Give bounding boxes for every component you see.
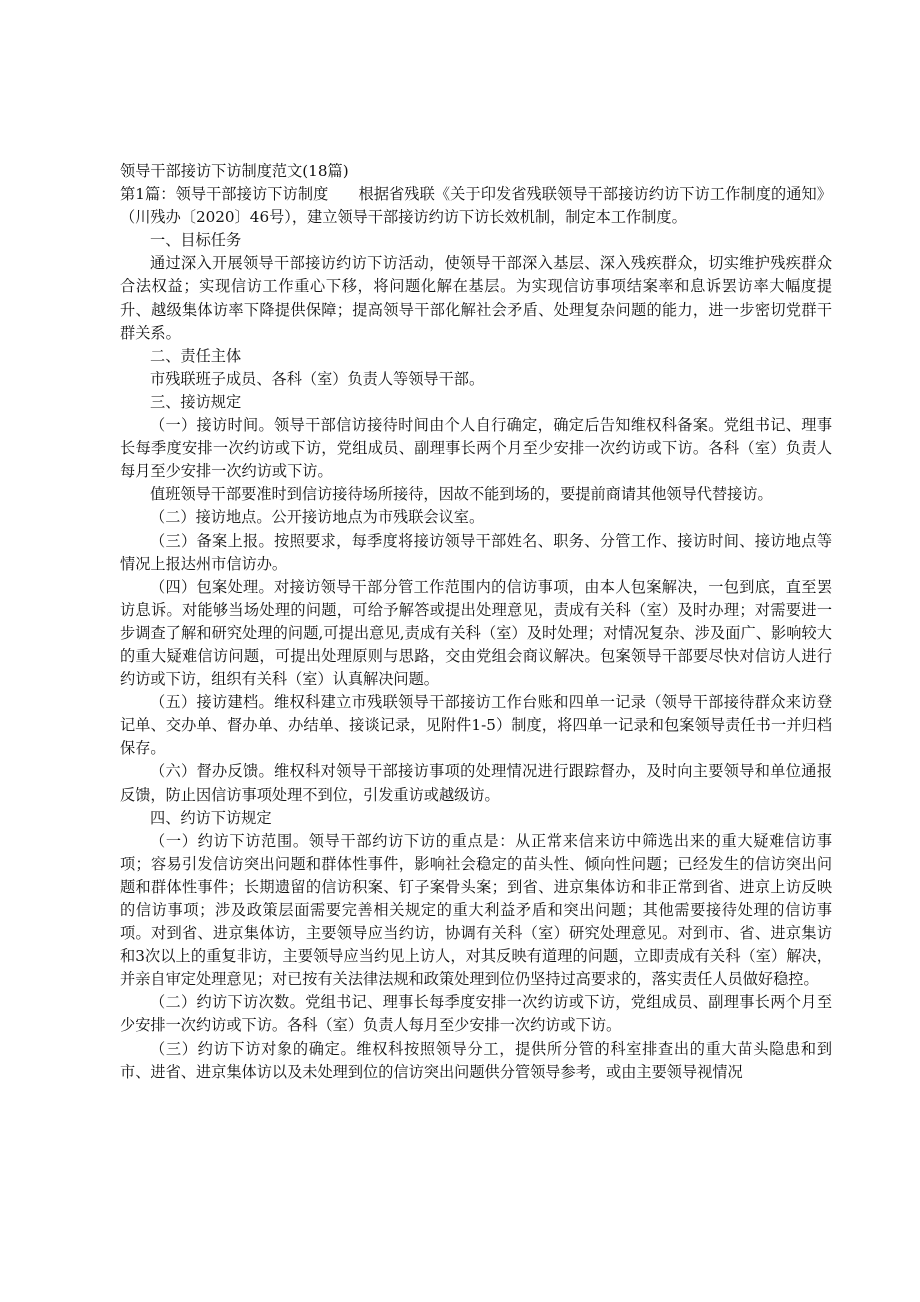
section-heading-reception: 三、接访规定 <box>150 392 242 411</box>
paragraph-visit-frequency: （二）约访下访次数。党组书记、理事长每季度安排一次约访或下访，党组成员、副理事长两个月至少安排一次约访或下访。各科（室）负责人每月至少安排一次约访或下访。 <box>120 993 832 1035</box>
paragraph-reception-place: （二）接访地点。公开接访地点为市残联会议室。 <box>150 508 485 527</box>
document-title: 领导干部接访下访制度范文(18篇) <box>120 162 349 180</box>
paragraph-archiving: （五）接访建档。维权科建立市残联领导干部接访工作台账和四单一记录（领导干部接待群众来访登记单、交办单、督办单、办结单、接谈记录，见附件1-5）制度，将四单一记录和包案领导责任书一并归档保存。 <box>120 693 832 758</box>
paragraph-goals: 通过深入开展领导干部接访约访下访活动，使领导干部深入基层、深入残疾群众，切实维护残疾群众合法权益；实现信访工作重心下移，将问题化解在基层。为实现信访事项结案率和息诉罢访率大幅度提升、越级集体访率下降提供保障；提高领导干部化解社会矛盾、处理复杂问题的能力，进一步密切党群干群关系。 <box>120 254 832 342</box>
paragraph-visit-targets: （三）约访下访对象的确定。维权科按照领导分工，提供所分管的科室排查出的重大苗头隐患和到市、进省、进京集体访以及未处理到位的信访突出问题供分管领导参考，或由主要领导视情况 <box>120 1039 832 1081</box>
section-heading-visits: 四、约访下访规定 <box>150 808 272 827</box>
paragraph-visit-scope: （一）约访下访范围。领导干部约访下访的重点是：从正常来信来访中筛选出来的重大疑难信访事项；容易引发信访突出问题和群体性事件，影响社会稳定的苗头性、倾向性问题；已经发生的信访突出问题和群体性事件；长期遗留的信访积案、钉子案骨头案；到省、进京集体访和非正常到省、进京上访反映的信访事项；涉及政策层面需要完善相关规定的重大利益矛盾和突出问题；其他需要接待处理的信访事项。对到省、进京集体访，主要领导应当约访，协调有关科（室）研究处理意见。对到市、省、进京集访和3次以上的重复非访，主要领导应当约见上访人，对其反映有道理的问题，立即责成有关科（室）解决，并亲自审定处理意见；对已按有关法律法规和政策处理到位仍坚持过高要求的，落实责任人员做好稳控。 <box>120 831 832 989</box>
paragraph-filing: （三）备案上报。按照要求，每季度将接访领导干部姓名、职务、分管工作、接访时间、接访地点等情况上报达州市信访办。 <box>120 531 832 573</box>
article-heading: 第1篇：领导干部接访下访制度 <box>120 185 329 204</box>
section-heading-responsibility: 二、责任主体 <box>150 346 242 365</box>
paragraph-responsibility: 市残联班子成员、各科（室）负责人等领导干部。 <box>150 369 485 388</box>
paragraph-reception-time: （一）接访时间。领导干部信访接待时间由个人自行确定，确定后告知维权科备案。党组书记、理事长每季度安排一次约访或下访，党组成员、副理事长两个月至少安排一次约访或下访。各科（室）负责人每月至少安排一次约访或下访。 <box>120 416 832 481</box>
paragraph-supervision: （六）督办反馈。维权科对领导干部接访事项的处理情况进行跟踪督办，及时向主要领导和单位通报反馈，防止因信访事项处理不到位，引发重访或越级访。 <box>120 762 832 804</box>
intro-text: 根据省残联《关于印发省残联领导干部接访约访下访工作制度的通知》（川残办〔2020〕46号），建立领导干部接访约访下访长效机制，制定本工作制度。 <box>120 185 832 227</box>
section-heading-goals: 一、目标任务 <box>150 231 242 250</box>
paragraph-duty-leader: 值班领导干部要准时到信访接待场所接待，因故不能到场的，要提前商请其他领导代替接访。 <box>150 485 773 504</box>
article-intro <box>120 183 832 229</box>
paragraph-case-handling: （四）包案处理。对接访领导干部分管工作范围内的信访事项，由本人包案解决，一包到底，直至罢访息诉。对能够当场处理的问题，可给予解答或提出处理意见，责成有关科（室）及时办理；对需要进一步调查了解和研究处理的问题,可提出意见,责成有关科（室）及时处理；对情况复杂、涉及面广、影响较大的重大疑难信访问题，可提出处理原则与思路，交由党组会商议解决。包案领导干部要尽快对信访人进行约访或下访，组织有关科（室）认真解决问题。 <box>120 577 832 689</box>
document-page <box>120 160 832 1084</box>
